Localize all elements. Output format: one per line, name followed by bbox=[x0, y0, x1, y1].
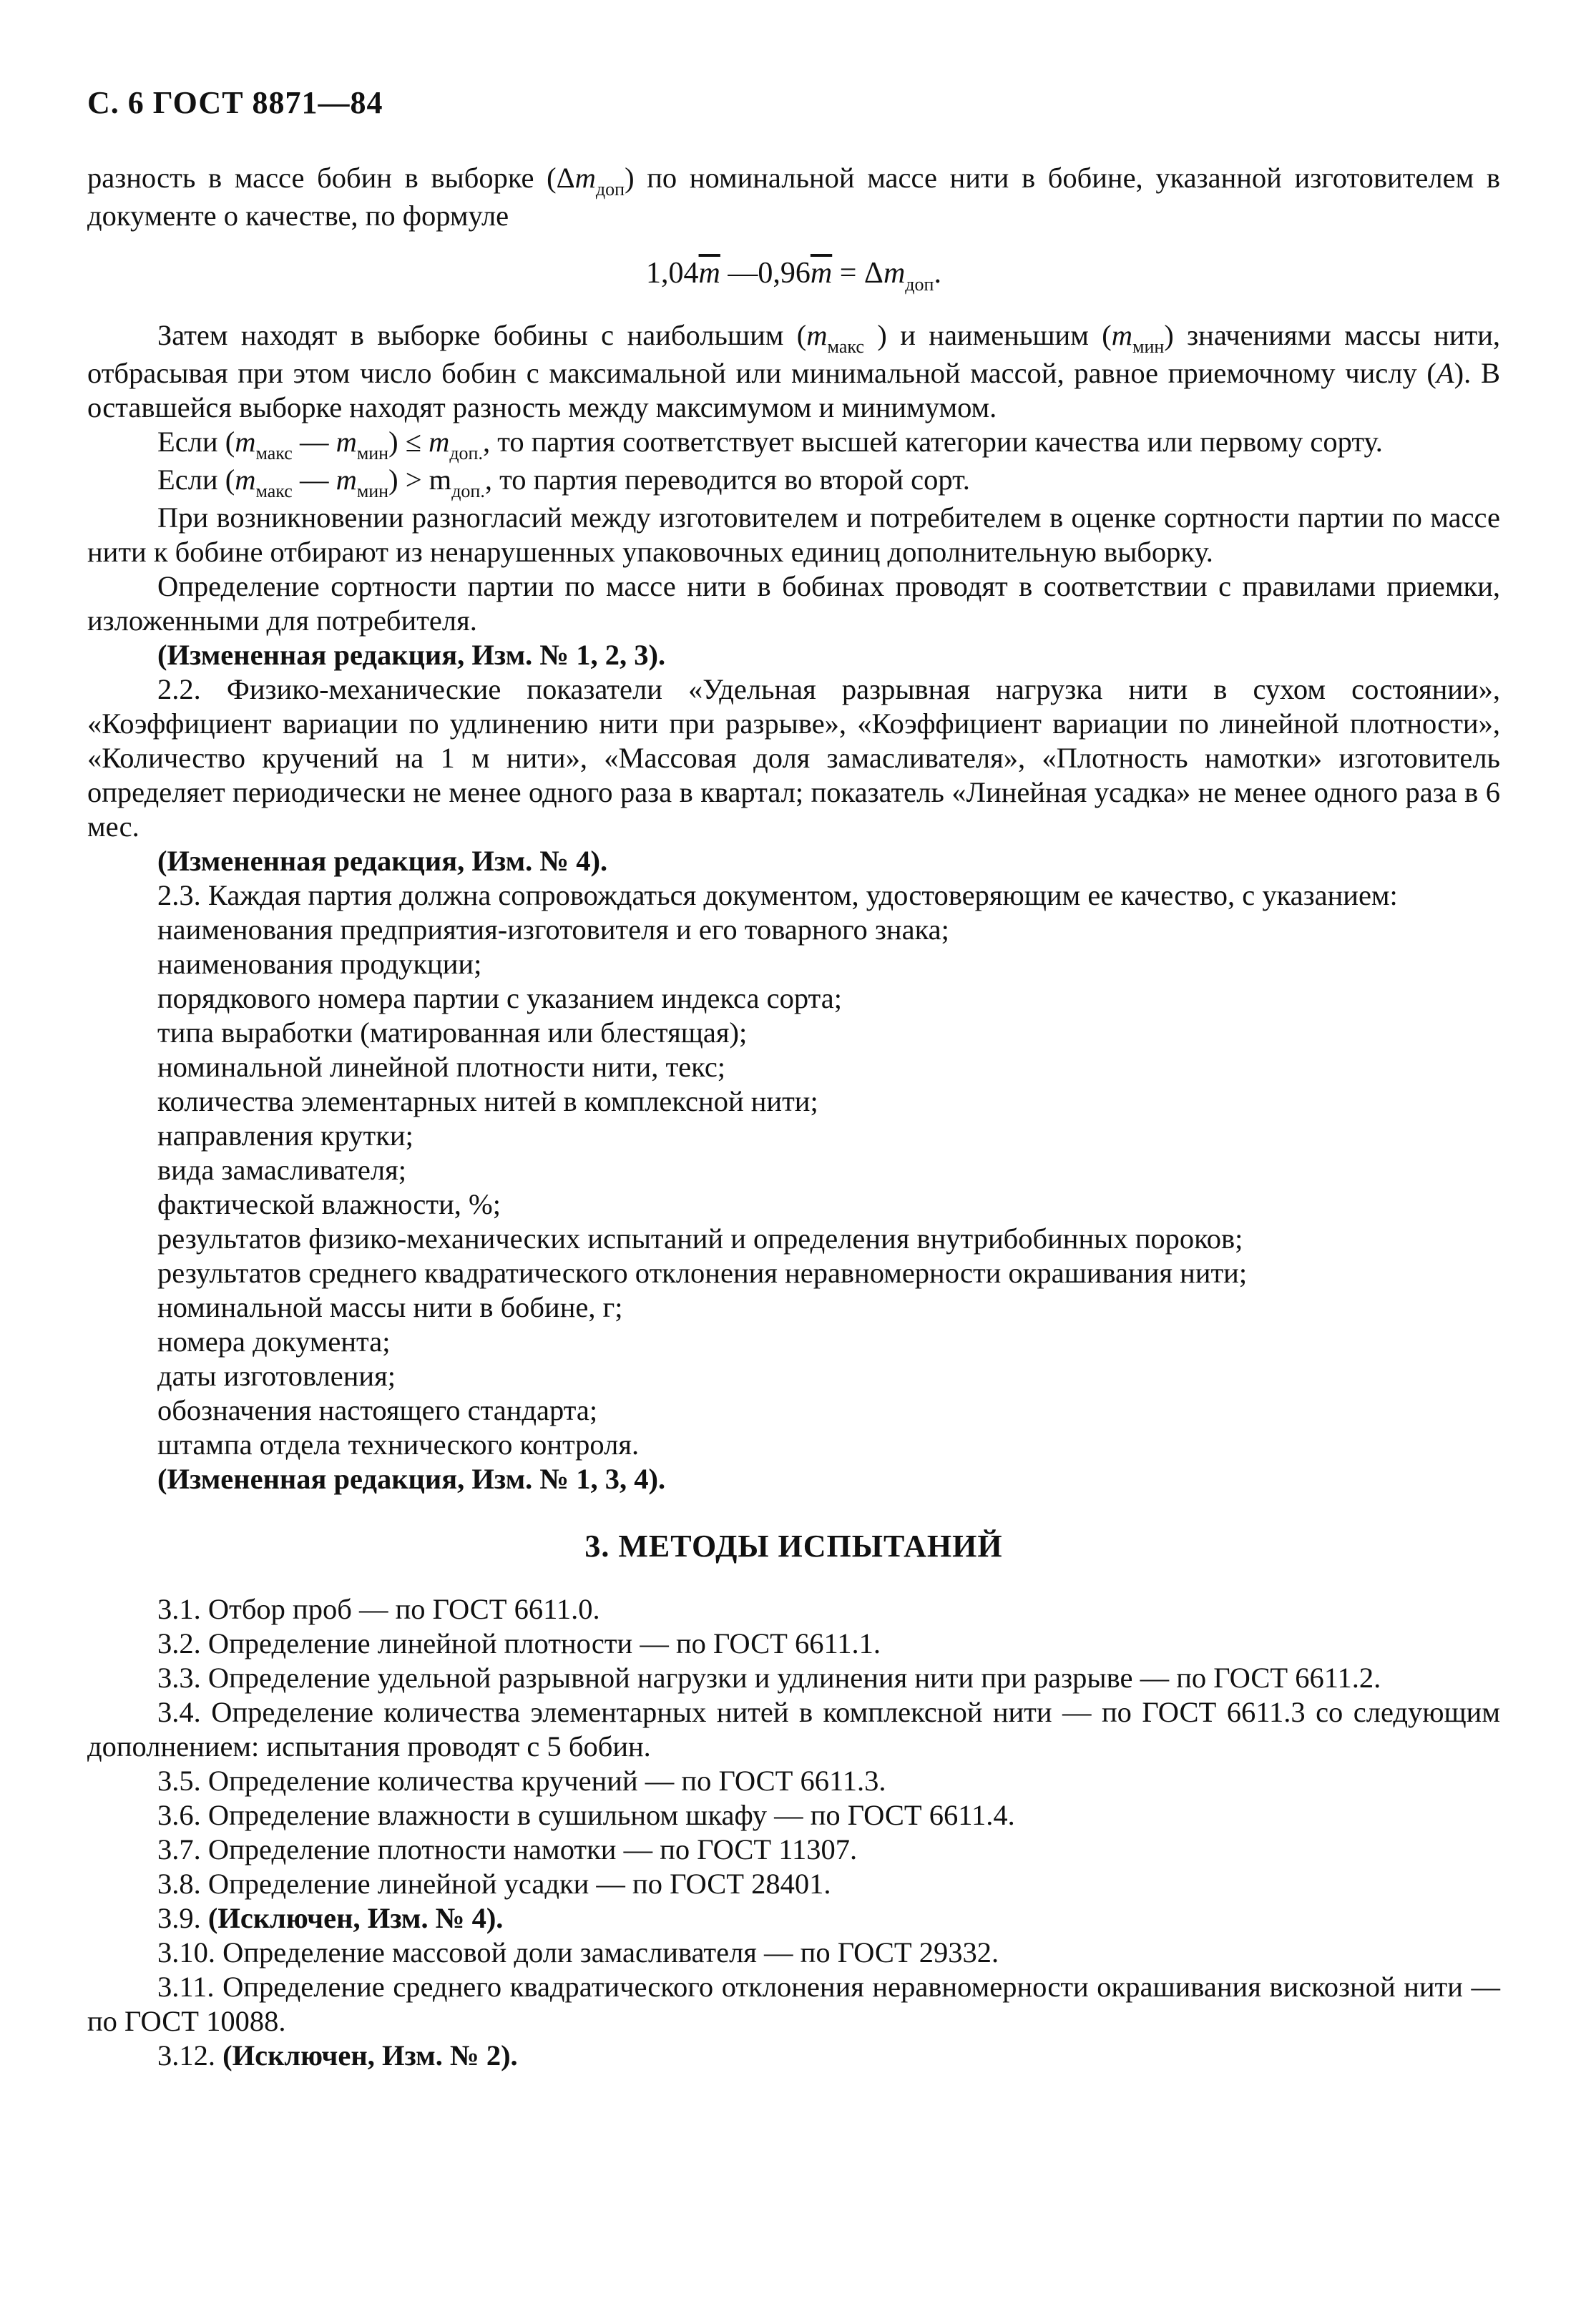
clause-3-1: 3.1. Отбор проб — по ГОСТ 6611.0. bbox=[157, 1593, 600, 1625]
document-body bbox=[87, 161, 1500, 2073]
list-item: количества элементарных нитей в комплексной нити; bbox=[157, 1085, 818, 1117]
paragraph-if-second-grade: Если ($m_{макс}$ — $m_{мин}) > m_{доп.}$, то партия переводится во второй сорт. bbox=[157, 464, 970, 501]
clause-3-3: 3.3. Определение удельной разрывной нагрузки и удлинения нити при разрыве — по ГОСТ 6611.2. bbox=[157, 1662, 1381, 1694]
list-item: наименования продукции; bbox=[157, 948, 482, 980]
list-item: порядкового номера партии с указанием индекса сорта; bbox=[157, 982, 842, 1014]
list-item: направления крутки; bbox=[157, 1119, 413, 1152]
clause-3-9: 3.9. (Исключен, Изм. № 4). bbox=[157, 1902, 504, 1934]
paragraph-max-min: Затем находят в выборке бобины с наибольшим ($m_{макс}$ ) и наименьшим $(m_{мин})$ значениями массы нити, отбрасывая при этом число бобин с максимальной или минимальной массой, равное приемочному числу (A). В оставшейся выборке находят разность между максимумом и минимумом. bbox=[87, 319, 1501, 423]
clause-3-5: 3.5. Определение количества кручений — по ГОСТ 6611.3. bbox=[157, 1765, 886, 1797]
paragraph-grade-definition: Определение сортности партии по массе нити в бобинах проводят в соответствии с правилами приемки, изложенными для потребителя. bbox=[87, 570, 1500, 637]
list-item: результатов физико-механических испытаний и определения внутрибобинных пороков; bbox=[157, 1222, 1243, 1255]
list-item: наименования предприятия-изготовителя и его товарного знака; bbox=[157, 913, 949, 946]
clause-3-7: 3.7. Определение плотности намотки — по ГОСТ 11307. bbox=[157, 1833, 858, 1865]
document-list bbox=[87, 913, 1500, 1462]
list-item: результатов среднего квадратического отклонения неравномерности окрашивания нити; bbox=[157, 1257, 1248, 1289]
list-item: штампа отдела технического контроля. bbox=[157, 1428, 640, 1461]
paragraph-difference: разность в массе бобин в выборке $(\Delta m_{доп})$ по номинальной массе нити в бобине, указанной изготовителем в документе о качестве, по формуле bbox=[87, 162, 1500, 232]
clause-3-4: 3.4. Определение количества элементарных нитей в комплексной нити — по ГОСТ 6611.3 со следующим дополнением: испытания проводят с 5 бобин. bbox=[87, 1696, 1500, 1762]
list-item: номинальной массы нити в бобине, г; bbox=[157, 1291, 623, 1323]
list-item: номинальной линейной плотности нити, текс; bbox=[157, 1051, 726, 1083]
amendment-note: (Измененная редакция, Изм. № 1, 2, 3). bbox=[157, 639, 666, 671]
clause-3-10: 3.10. Определение массовой доли замасливателя — по ГОСТ 29332. bbox=[157, 1936, 999, 1968]
clause-2-2: 2.2. Физико-механические показатели «Удельная разрывная нагрузка нити в сухом состоянии», «Коэффициент вариации по удлинению нити при разрыве», «Коэффициент вариации по линейной плотности», «Количество кручений на 1 м нити», «Массовая доля замасливателя», «Плотность намотки» изготовитель определяет периодически не менее одного раза в квартал; показатель «Линейная усадка» не менее одного раза в 6 мес. bbox=[87, 673, 1500, 843]
list-item: обозначения настоящего стандарта; bbox=[157, 1394, 598, 1426]
page-header: С. 6 ГОСТ 8871—84 bbox=[87, 85, 383, 120]
amendment-note: (Измененная редакция, Изм. № 4). bbox=[157, 845, 608, 877]
clause-3-2: 3.2. Определение линейной плотности — по ГОСТ 6611.1. bbox=[157, 1627, 881, 1659]
list-item: номера документа; bbox=[157, 1325, 391, 1358]
paragraph-if-first-grade: Если ($m_{макс}$ — $m_{мин}) \le m_{доп.}$, то партия соответствует высшей категории качества или первому сорту. bbox=[157, 426, 1383, 464]
clause-3-8: 3.8. Определение линейной усадки — по ГОСТ 28401. bbox=[157, 1868, 831, 1900]
section-title: 3. МЕТОДЫ ИСПЫТАНИЙ bbox=[584, 1529, 1003, 1564]
list-item: фактической влажности, %; bbox=[157, 1188, 501, 1220]
paragraph-disagreement: При возникновении разногласий между изготовителем и потребителем в оценке сортности партии по массе нити к бобине отбирают из ненарушенных упаковочных единиц дополнительную выборку. bbox=[87, 501, 1500, 568]
list-item: даты изготовления; bbox=[157, 1360, 396, 1392]
list-item: вида замасливателя; bbox=[157, 1154, 406, 1186]
formula: $1,04\overline{m}$ $—0,96\overline{m} = \Delta m_{доп}$. bbox=[646, 257, 941, 295]
amendment-note: (Измененная редакция, Изм. № 1, 3, 4). bbox=[157, 1463, 666, 1495]
list-item: типа выработки (матированная или блестящая); bbox=[157, 1016, 748, 1049]
clause-3-6: 3.6. Определение влажности в сушильном шкафу — по ГОСТ 6611.4. bbox=[157, 1799, 1015, 1831]
clause-3-12: 3.12. (Исключен, Изм. № 2). bbox=[157, 2039, 518, 2072]
clause-3-11: 3.11. Определение среднего квадратического отклонения неравномерности окрашивания вискозной нити — по ГОСТ 10088. bbox=[87, 1971, 1500, 2037]
clause-2-3: 2.3. Каждая партия должна сопровождаться документом, удостоверяющим ее качество, с указанием: bbox=[157, 879, 1398, 911]
